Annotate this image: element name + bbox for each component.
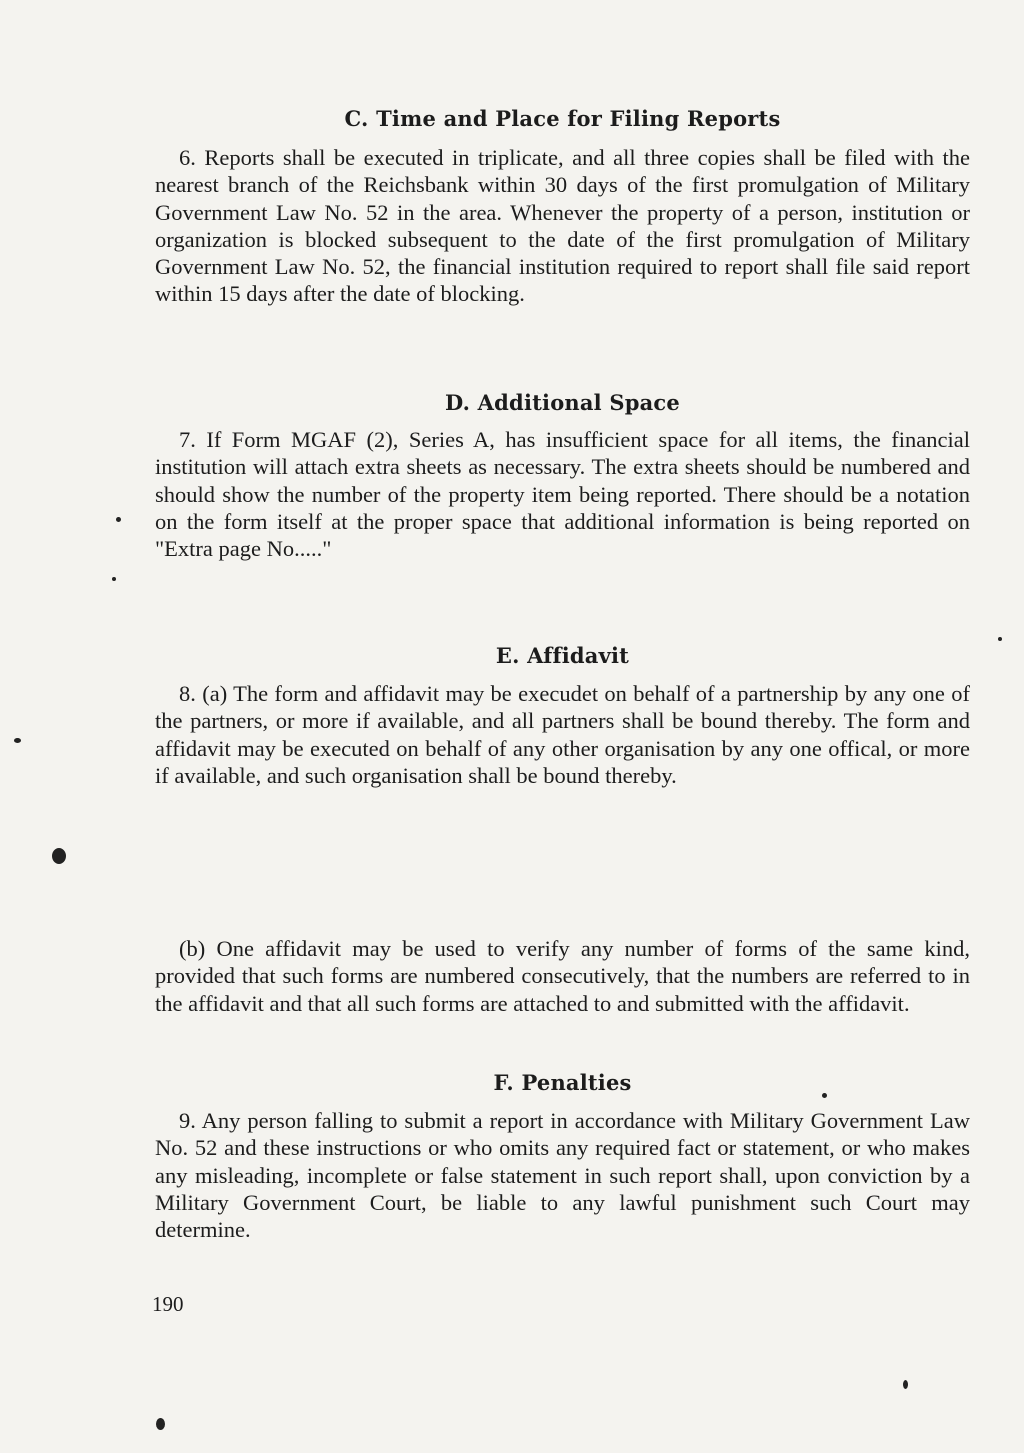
scan-speck bbox=[52, 848, 66, 864]
section-d-heading: D. Additional Space bbox=[445, 390, 680, 415]
scan-speck bbox=[822, 1093, 827, 1098]
scan-speck bbox=[14, 738, 21, 743]
scan-speck bbox=[116, 517, 121, 522]
scan-speck bbox=[112, 577, 116, 581]
paragraph-7: 7. If Form MGAF (2), Series A, has insufficient space for all items, the financial institution will attach extra sheets as necessary. The extra sheets should be numbered and should show the number of the property item being reported. There should be a notation on the form itself at the proper space that additional information is being reported on "Extra page No....." bbox=[155, 427, 970, 562]
scan-speck bbox=[998, 637, 1002, 641]
section-e-heading: E. Affidavit bbox=[495, 643, 630, 668]
paragraph-8a: 8. (a) The form and affidavit may be execudet on behalf of a partnership by any one of the partners, or more if available, and all partners shall be bound thereby. The form and affidavit may be executed on behalf of any other organisation by any one offical, or more if available, and such organisation shall be bound thereby. bbox=[155, 681, 970, 788]
section-c-heading: C. Time and Place for Filing Reports bbox=[344, 106, 781, 131]
paragraph-6: 6. Reports shall be executed in triplicate, and all three copies shall be filed with the nearest branch of the Reichsbank within 30 days of the first promulgation of Military Government Law No. 52 in the area. Whenever the property of a person, institution or organization is blocked subsequent to the date of the first promulgation of Military Government Law No. 52, the financial institution required to report shall file said report within 15 days after the date of blocking. bbox=[155, 145, 970, 307]
scan-speck bbox=[156, 1418, 165, 1430]
page-number: 190 bbox=[152, 1292, 184, 1316]
paragraph-9: 9. Any person falling to submit a report in accordance with Military Government Law No. 52 and these instructions or who omits any required fact or statement, or who makes any misleading, incomplete or false statement in such report shall, upon conviction by a Military Government Court, be liable to any lawful punishment such Court may determine. bbox=[155, 1108, 970, 1243]
paragraph-8b: (b) One affidavit may be used to verify any number of forms of the same kind, provided that such forms are numbered consecutively, that the numbers are referred to in the affidavit and that all such forms are attached to and submitted with the affidavit. bbox=[155, 936, 970, 1016]
scan-speck bbox=[903, 1380, 908, 1389]
section-f-heading: F. Penalties bbox=[493, 1070, 632, 1095]
